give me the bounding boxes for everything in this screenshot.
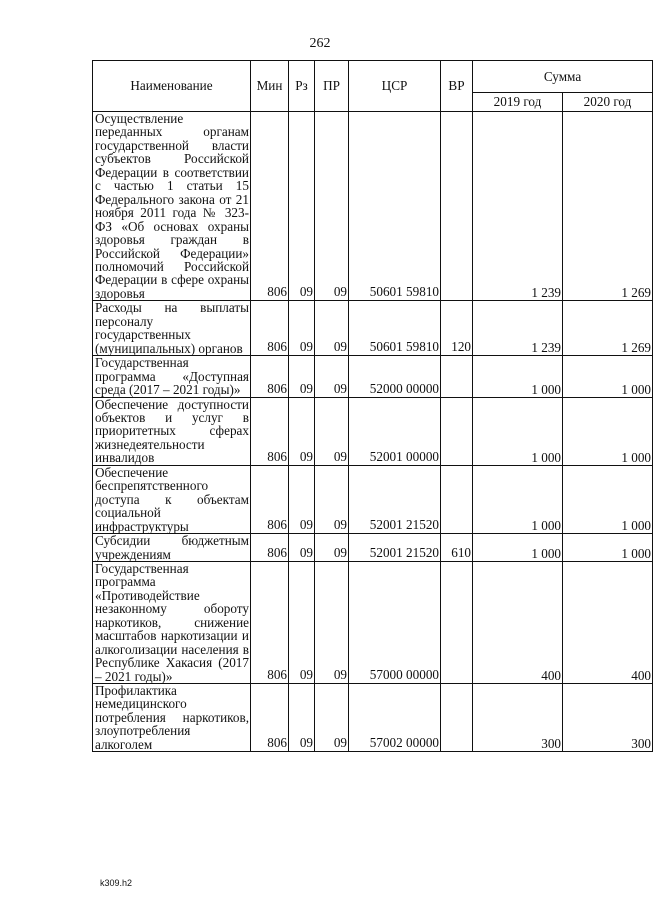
cell-csr: 52000 00000 — [349, 356, 441, 397]
cell-csr: 50601 59810 — [349, 112, 441, 301]
cell-pr: 09 — [315, 465, 349, 533]
cell-y2019: 400 — [473, 561, 563, 683]
cell-y2020: 1 000 — [563, 534, 653, 562]
header-vr: ВР — [441, 61, 473, 112]
cell-csr: 52001 21520 — [349, 534, 441, 562]
table-row — [93, 684, 653, 752]
header-pr: ПР — [315, 61, 349, 112]
cell-y2019: 1 000 — [473, 397, 563, 465]
cell-vr — [441, 684, 473, 752]
cell-name: Государственная программа «Доступная среда (2017 – 2021 годы)» — [93, 356, 251, 397]
cell-rz: 09 — [289, 356, 315, 397]
cell-vr — [441, 465, 473, 533]
table-row — [93, 301, 653, 356]
cell-rz: 09 — [289, 301, 315, 356]
cell-name: Обеспечение беспрепятственного доступа к объектам социальной инфраструктуры — [93, 465, 251, 533]
cell-name: Профилактика немедицинского потребления наркотиков, злоупотребления алкоголем — [93, 684, 251, 752]
cell-vr: 120 — [441, 301, 473, 356]
cell-name: Субсидии бюджетным учреждениям — [93, 534, 251, 562]
cell-csr: 50601 59810 — [349, 301, 441, 356]
cell-rz: 09 — [289, 534, 315, 562]
cell-min: 806 — [251, 684, 289, 752]
cell-csr: 52001 21520 — [349, 465, 441, 533]
cell-y2020: 1 269 — [563, 301, 653, 356]
page-number: 262 — [309, 36, 331, 51]
cell-name: Государственная программа «Противодействие незаконному обороту наркотиков, снижение масштабов наркотизации и алкоголизации населения в Республике Хакасия (2017 – 2021 годы)» — [93, 561, 251, 683]
cell-pr: 09 — [315, 534, 349, 562]
cell-y2020: 300 — [563, 684, 653, 752]
cell-rz: 09 — [289, 112, 315, 301]
cell-csr: 57000 00000 — [349, 561, 441, 683]
cell-csr: 52001 00000 — [349, 397, 441, 465]
cell-y2020: 1 000 — [563, 397, 653, 465]
cell-y2019: 1 000 — [473, 465, 563, 533]
cell-rz: 09 — [289, 465, 315, 533]
table-row — [93, 397, 653, 465]
footer-code: k309.h2 — [100, 878, 133, 888]
cell-vr — [441, 397, 473, 465]
cell-name: Обеспечение доступности объектов и услуг в приоритетных сферах жизнедеятельности инвалидов — [93, 397, 251, 465]
header-sum: Сумма — [473, 61, 653, 93]
cell-min: 806 — [251, 561, 289, 683]
cell-min: 806 — [251, 397, 289, 465]
cell-y2019: 300 — [473, 684, 563, 752]
cell-vr — [441, 356, 473, 397]
cell-pr: 09 — [315, 356, 349, 397]
cell-vr — [441, 112, 473, 301]
table-row — [93, 561, 653, 683]
table-row — [93, 465, 653, 533]
cell-min: 806 — [251, 356, 289, 397]
cell-pr: 09 — [315, 561, 349, 683]
cell-y2020: 1 269 — [563, 112, 653, 301]
cell-vr — [441, 561, 473, 683]
header-min: Мин — [251, 61, 289, 112]
cell-pr: 09 — [315, 301, 349, 356]
cell-pr: 09 — [315, 112, 349, 301]
cell-rz: 09 — [289, 561, 315, 683]
table-row — [93, 356, 653, 397]
cell-y2020: 1 000 — [563, 465, 653, 533]
header-2019: 2019 год — [473, 93, 563, 112]
cell-name: Расходы на выплаты персоналу государственных (муниципальных) органов — [93, 301, 251, 356]
cell-y2019: 1 000 — [473, 534, 563, 562]
budget-table — [92, 60, 653, 752]
cell-min: 806 — [251, 534, 289, 562]
cell-pr: 09 — [315, 684, 349, 752]
cell-y2019: 1 000 — [473, 356, 563, 397]
header-2020: 2020 год — [563, 93, 653, 112]
header-csr: ЦСР — [349, 61, 441, 112]
cell-min: 806 — [251, 465, 289, 533]
cell-y2020: 400 — [563, 561, 653, 683]
cell-y2019: 1 239 — [473, 301, 563, 356]
cell-min: 806 — [251, 112, 289, 301]
header-name: Наименование — [93, 61, 251, 112]
cell-y2019: 1 239 — [473, 112, 563, 301]
cell-pr: 09 — [315, 397, 349, 465]
cell-vr: 610 — [441, 534, 473, 562]
table-row — [93, 534, 653, 562]
cell-y2020: 1 000 — [563, 356, 653, 397]
cell-rz: 09 — [289, 397, 315, 465]
cell-min: 806 — [251, 301, 289, 356]
table-row — [93, 112, 653, 301]
table-body — [93, 112, 653, 752]
cell-csr: 57002 00000 — [349, 684, 441, 752]
cell-name: Осуществление переданных органам государственной власти субъектов Российской Федерации в соответствии с частью 1 статьи 15 Федерального закона от 21 ноября 2011 года № 323-ФЗ «Об основах охраны здоровья граждан в Российской Федерации» полномочий Российской Федерации в сфере охраны здоровья — [93, 112, 251, 301]
header-rz: Рз — [289, 61, 315, 112]
cell-rz: 09 — [289, 684, 315, 752]
